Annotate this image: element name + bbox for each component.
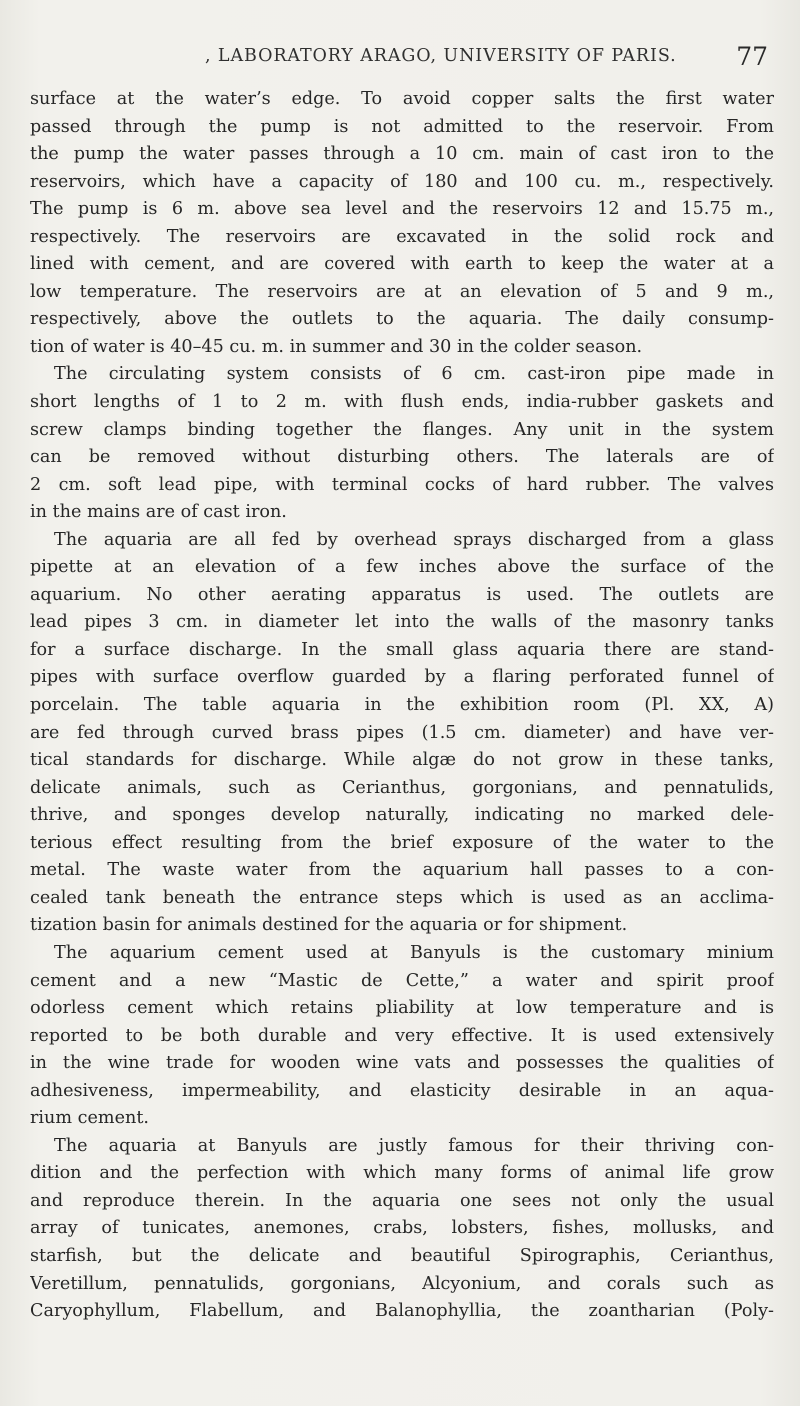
text-line: in the mains are of cast iron. — [30, 502, 287, 523]
text-line: and reproduce therein. In the aquaria one sees not only the usual — [30, 1190, 774, 1211]
text-line: adhesiveness, impermeability, and elasticity desirable in an aqua- — [30, 1080, 774, 1101]
text-line: short lengths of 1 to 2 m. with flush ends, india-rubber gaskets and — [30, 392, 774, 413]
text-line: for a surface discharge. In the small glass aquaria there are stand- — [30, 639, 774, 660]
text-line: cement and a new “Mastic de Cette,” a water and spirit proof — [30, 970, 774, 991]
text-line: The pump is 6 m. above sea level and the reservoirs 12 and 15.75 m., — [30, 199, 774, 220]
text-line: pipes with surface overflow guarded by a flaring perforated funnel of — [30, 667, 774, 688]
text-line: Caryophyllum, Flabellum, and Balanophyllia, the zoantharian (Poly- — [30, 1301, 774, 1322]
text-line: starfish, but the delicate and beautiful Spirographis, Cerianthus, — [30, 1245, 774, 1266]
text-line: pipette at an elevation of a few inches above the surface of the — [30, 557, 774, 578]
text-line: in the wine trade for wooden wine vats and possesses the qualities of — [30, 1053, 774, 1074]
text-line: low temperature. The reservoirs are at an elevation of 5 and 9 m., — [30, 281, 774, 302]
body-text — [30, 86, 774, 1326]
text-line: reservoirs, which have a capacity of 180 and 100 cu. m., respectively. — [30, 171, 774, 192]
text-line: array of tunicates, anemones, crabs, lobsters, fishes, mollusks, and — [30, 1218, 774, 1239]
running-title: , LABORATORY ARAGO, UNIVERSITY OF PARIS. — [205, 46, 677, 66]
text-line: dition and the perfection with which many forms of animal life grow — [30, 1163, 774, 1184]
text-line: lead pipes 3 cm. in diameter let into the walls of the masonry tanks — [30, 612, 774, 633]
text-line: aquarium. No other aerating apparatus is used. The outlets are — [30, 584, 774, 605]
text-line: The aquaria at Banyuls are justly famous for their thriving con- — [54, 1135, 774, 1156]
text-line: tical standards for discharge. While algæ do not grow in these tanks, — [30, 750, 774, 771]
text-line: respectively, above the outlets to the aquaria. The daily consump- — [30, 309, 774, 330]
text-line: delicate animals, such as Cerianthus, gorgonians, and pennatulids, — [30, 777, 774, 798]
text-line: surface at the water’s edge. To avoid copper salts the first water — [30, 89, 774, 109]
text-line: cealed tank beneath the entrance steps which is used as an acclima- — [30, 887, 774, 908]
text-line: The circulating system consists of 6 cm. cast-iron pipe made in — [54, 364, 774, 385]
text-line: Veretillum, pennatulids, gorgonians, Alcyonium, and corals such as — [30, 1273, 774, 1294]
page-number: 77 — [736, 42, 768, 71]
text-line: terious effect resulting from the brief exposure of the water to the — [30, 832, 774, 853]
text-line: thrive, and sponges develop naturally, indicating no marked dele- — [30, 805, 774, 826]
text-line: tization basin for animals destined for the aquaria or for shipment. — [30, 915, 628, 936]
text-line: lined with cement, and are covered with earth to keep the water at a — [30, 254, 774, 275]
text-line: tion of water is 40–45 cu. m. in summer and 30 in the colder season. — [30, 336, 643, 357]
text-line: screw clamps binding together the flanges. Any unit in the system — [30, 419, 774, 440]
text-line: metal. The waste water from the aquarium hall passes to a con- — [30, 860, 774, 881]
text-line: can be removed without disturbing others. The laterals are of — [30, 447, 774, 468]
text-line: porcelain. The table aquaria in the exhibition room (Pl. XX, A) — [30, 695, 774, 716]
text-line: passed through the pump is not admitted to the reservoir. From — [30, 116, 774, 137]
text-line: reported to be both durable and very effective. It is used extensively — [30, 1025, 774, 1046]
running-head — [0, 42, 800, 78]
text-line: the pump the water passes through a 10 cm. main of cast iron to the — [30, 144, 774, 165]
text-line: The aquaria are all fed by overhead sprays discharged from a glass — [54, 529, 774, 550]
text-line: rium cement. — [30, 1108, 149, 1129]
text-line: respectively. The reservoirs are excavated in the solid rock and — [30, 226, 774, 247]
text-line: are fed through curved brass pipes (1.5 cm. diameter) and have ver- — [30, 722, 774, 743]
text-line: 2 cm. soft lead pipe, with terminal cocks of hard rubber. The valves — [30, 474, 774, 495]
text-line: The aquarium cement used at Banyuls is the customary minium — [54, 942, 774, 963]
text-line: odorless cement which retains pliability at low temperature and is — [30, 998, 774, 1019]
